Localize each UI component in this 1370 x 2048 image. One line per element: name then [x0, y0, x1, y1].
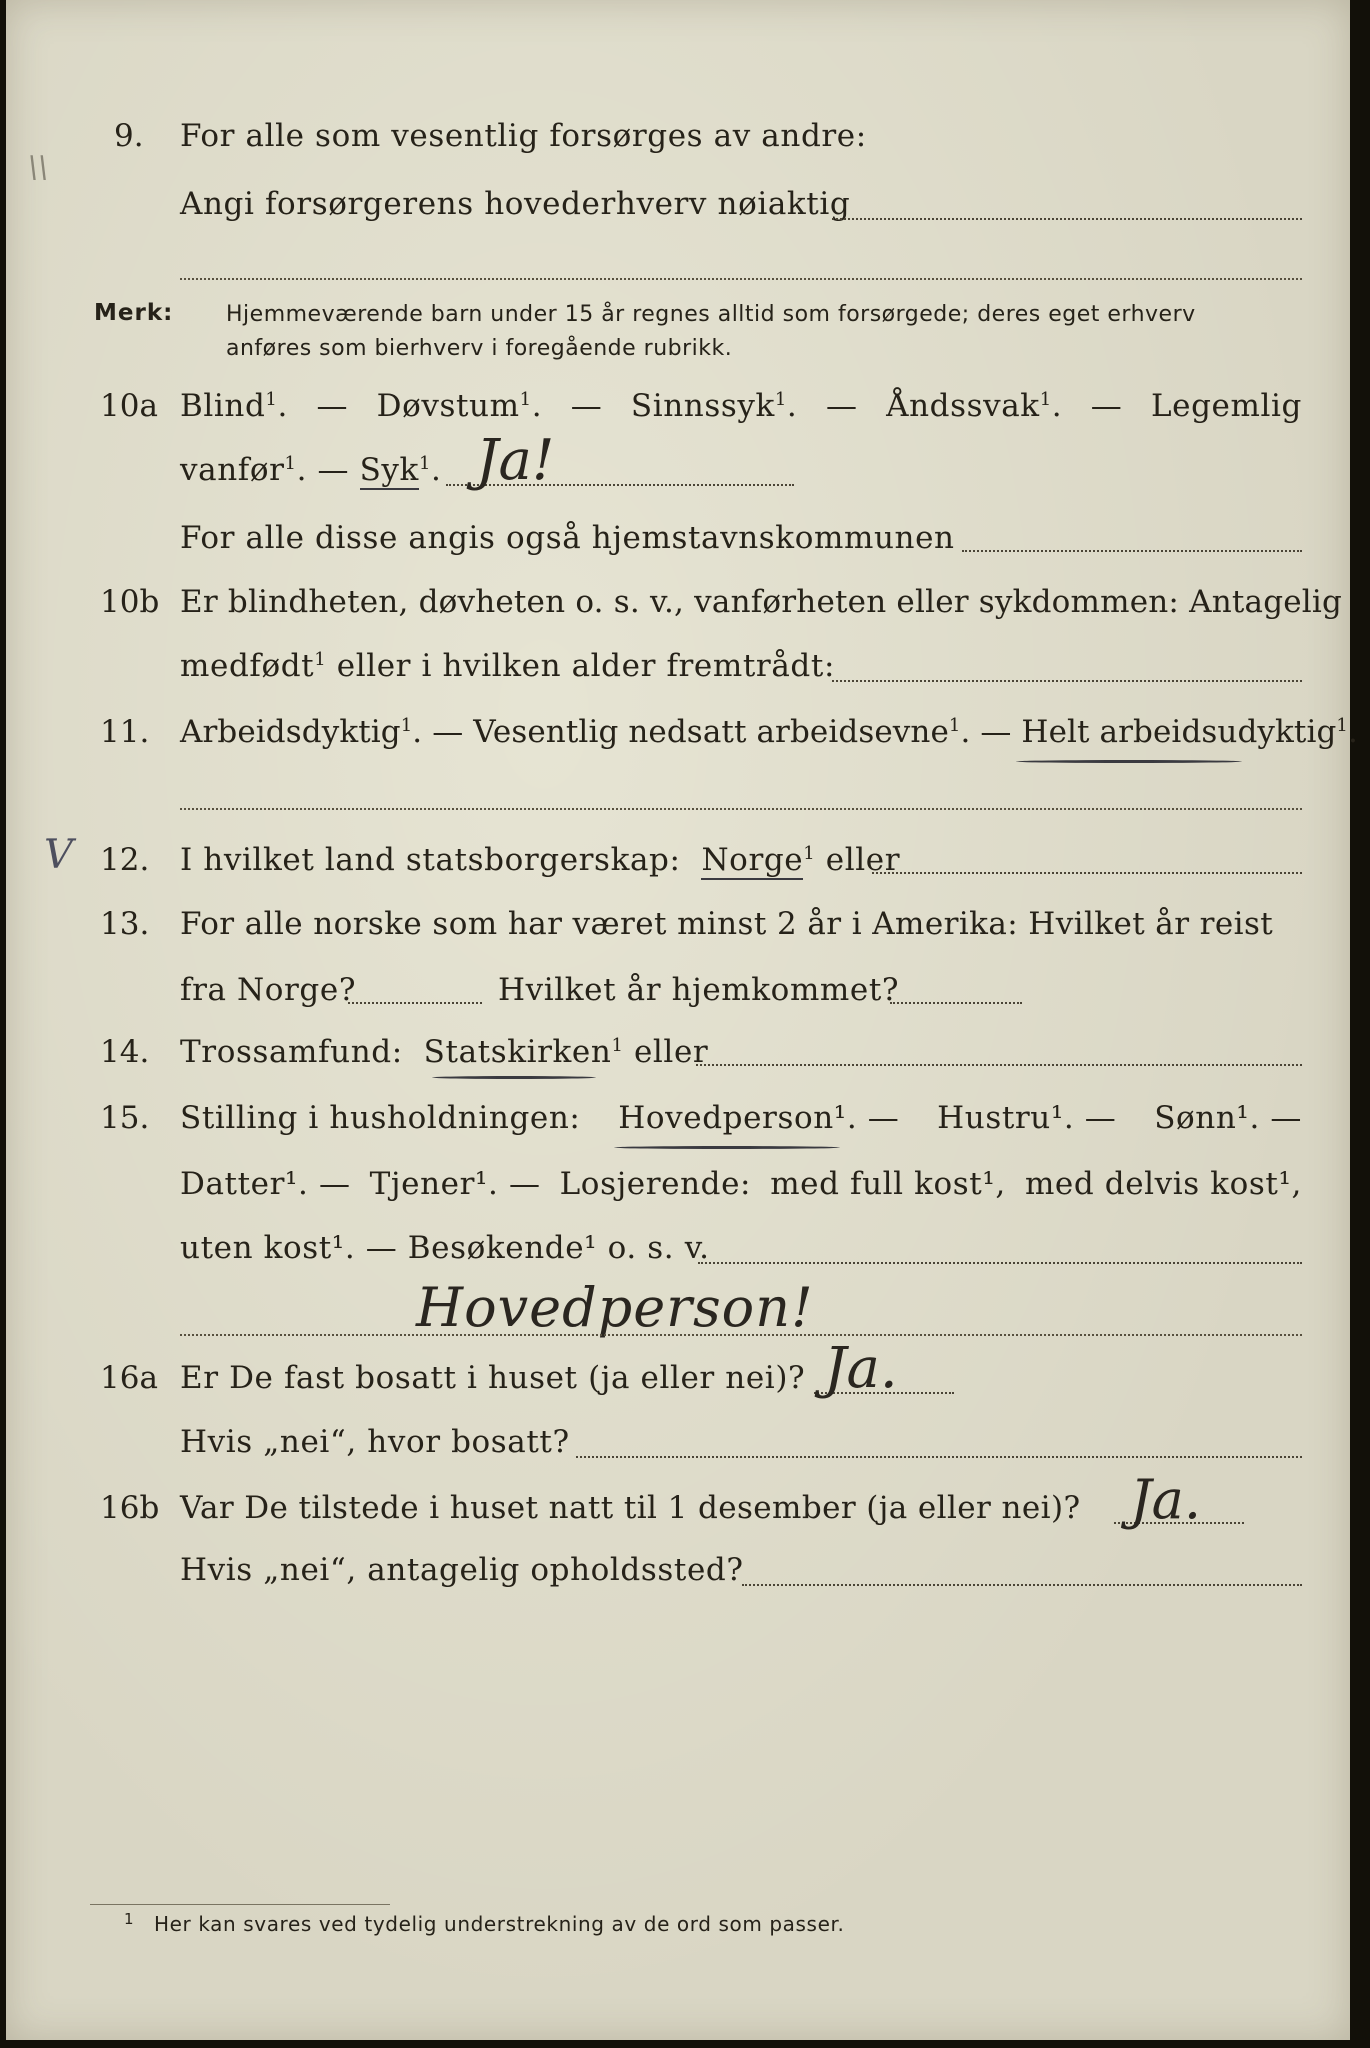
- merk-line2: anføres som bierhverv i foregående rubrikk.: [226, 336, 733, 361]
- q12-answer-line: [872, 872, 1302, 874]
- q12-line: I hvilket land statsborgerskap: Norge$^1$ eller: [180, 842, 901, 878]
- q10a-dash: —: [1090, 388, 1123, 424]
- q11-pen-underline: [1016, 760, 1242, 763]
- q9-number: 9.: [114, 118, 144, 154]
- q10a-sinnssyk: Sinnssyk$^1$.: [630, 388, 798, 424]
- q13-line2a: fra Norge?: [180, 972, 357, 1008]
- q9-line2: Angi forsørgerens hovederhverv nøiaktig: [180, 186, 851, 222]
- q16b-line2: Hvis „nei“, antagelig opholdssted?: [180, 1552, 744, 1588]
- q14-line: Trossamfund: Statskirken$^1$ eller: [180, 1034, 709, 1070]
- q13-number: 13.: [100, 906, 150, 942]
- margin-check-mark: V: [44, 832, 73, 878]
- q10a-blind: Blind$^1$.: [180, 388, 288, 424]
- q16b-number: 16b: [100, 1490, 160, 1526]
- footnote-marker: 1: [124, 1910, 135, 1928]
- q13-reist-line: [348, 1002, 482, 1004]
- q13-line2b: Hvilket år hjemkommet?: [498, 972, 900, 1008]
- q15-answer-line: [698, 1262, 1302, 1264]
- merk-line1: Hjemmeværende barn under 15 år regnes alltid som forsørgede; deres eget erhverv: [226, 302, 1196, 327]
- q16b-line1: Var De tilstede i huset natt til 1 desember (ja eller nei)?: [180, 1490, 1081, 1526]
- q10a-dash: —: [570, 388, 603, 424]
- census-form-page: [6, 0, 1358, 2040]
- q9-line1: For alle som vesentlig forsørges av andre:: [180, 118, 867, 154]
- margin-pencil-mark: \\: [28, 150, 49, 185]
- q10b-number: 10b: [100, 584, 160, 620]
- q11-number: 11.: [100, 714, 150, 750]
- q15-answer-line-2: [180, 1334, 1302, 1336]
- q16a-handwritten-answer: Ja.: [824, 1336, 898, 1401]
- q10a-dovstum: Døvstum$^1$.: [376, 388, 543, 424]
- q10a-line1: [180, 388, 1302, 424]
- q10a-dash: —: [316, 388, 349, 424]
- q10a-number: 10a: [100, 388, 158, 424]
- q15-pen-underline: [614, 1146, 840, 1149]
- q12-number: 12.: [100, 842, 150, 878]
- q15-line3: uten kost¹. — Besøkende¹ o. s. v.: [180, 1230, 710, 1266]
- q10b-line1: Er blindheten, døvheten o. s. v., vanførheten eller sykdommen: Antagelig: [180, 584, 1343, 620]
- footnote-divider: [90, 1904, 390, 1905]
- merk-label: Merk:: [94, 300, 174, 326]
- q9-answer-line: [832, 218, 1302, 220]
- q15-number: 15.: [100, 1100, 150, 1136]
- q12-norge-underlined: Norge: [701, 842, 804, 878]
- q14-number: 14.: [100, 1034, 150, 1070]
- q15-handwritten-answer: Hovedperson!: [416, 1276, 814, 1339]
- q10a-dash: —: [825, 388, 858, 424]
- q16a-line1: Er De fast bosatt i huset (ja eller nei)?: [180, 1360, 806, 1396]
- q15-hovedperson: Hovedperson¹. —: [618, 1100, 900, 1136]
- q16a-line2: Hvis „nei“, hvor bosatt?: [180, 1424, 570, 1460]
- q15-line1: Stilling i husholdningen: Hovedperson¹. — Hustru¹. — Sønn¹. —: [180, 1100, 1302, 1136]
- q10a-syk-underlined: Syk: [359, 452, 419, 488]
- q10a-andssvak: Åndssvak$^1$.: [886, 388, 1063, 424]
- q10a-hjemstavn-line: [962, 550, 1302, 552]
- footnote-text: Her kan svares ved tydelig understrekning av de ord som passer.: [154, 1912, 845, 1936]
- q10a-legemlig: Legemlig: [1150, 388, 1302, 424]
- q16a-number: 16a: [100, 1360, 158, 1396]
- q11-line: Arbeidsdyktig$^1$. — Vesentlig nedsatt arbeidsevne$^1$. — Helt arbeidsudyktig$^1$.: [180, 714, 1358, 750]
- q15-line2: Datter¹. — Tjener¹. — Losjerende: med full kost¹, med delvis kost¹,: [180, 1166, 1302, 1202]
- q10a-handwritten-answer: Ja!: [476, 428, 555, 493]
- q10a-line2: vanfør$^1$. — Syk$^1$.: [180, 452, 442, 488]
- q13-hjemkommet-line: [890, 1002, 1022, 1004]
- q10a-line3: For alle disse angis også hjemstavnskommunen: [180, 520, 955, 556]
- q10b-answer-line: [832, 680, 1302, 682]
- q10b-line2: medfødt$^1$ eller i hvilken alder fremtrådt:: [180, 648, 835, 684]
- q16b-handwritten-answer: Ja.: [1130, 1468, 1202, 1531]
- q16b-opholdssted-line: [742, 1584, 1302, 1586]
- q11-answer-line: [180, 808, 1302, 810]
- q13-line1: For alle norske som har været minst 2 år i Amerika: Hvilket år reist: [180, 906, 1274, 942]
- q14-answer-line: [696, 1064, 1302, 1066]
- q14-pen-underline: [432, 1076, 596, 1079]
- q16a-bosatt-line: [576, 1456, 1302, 1458]
- q9-answer-line-2: [180, 278, 1302, 280]
